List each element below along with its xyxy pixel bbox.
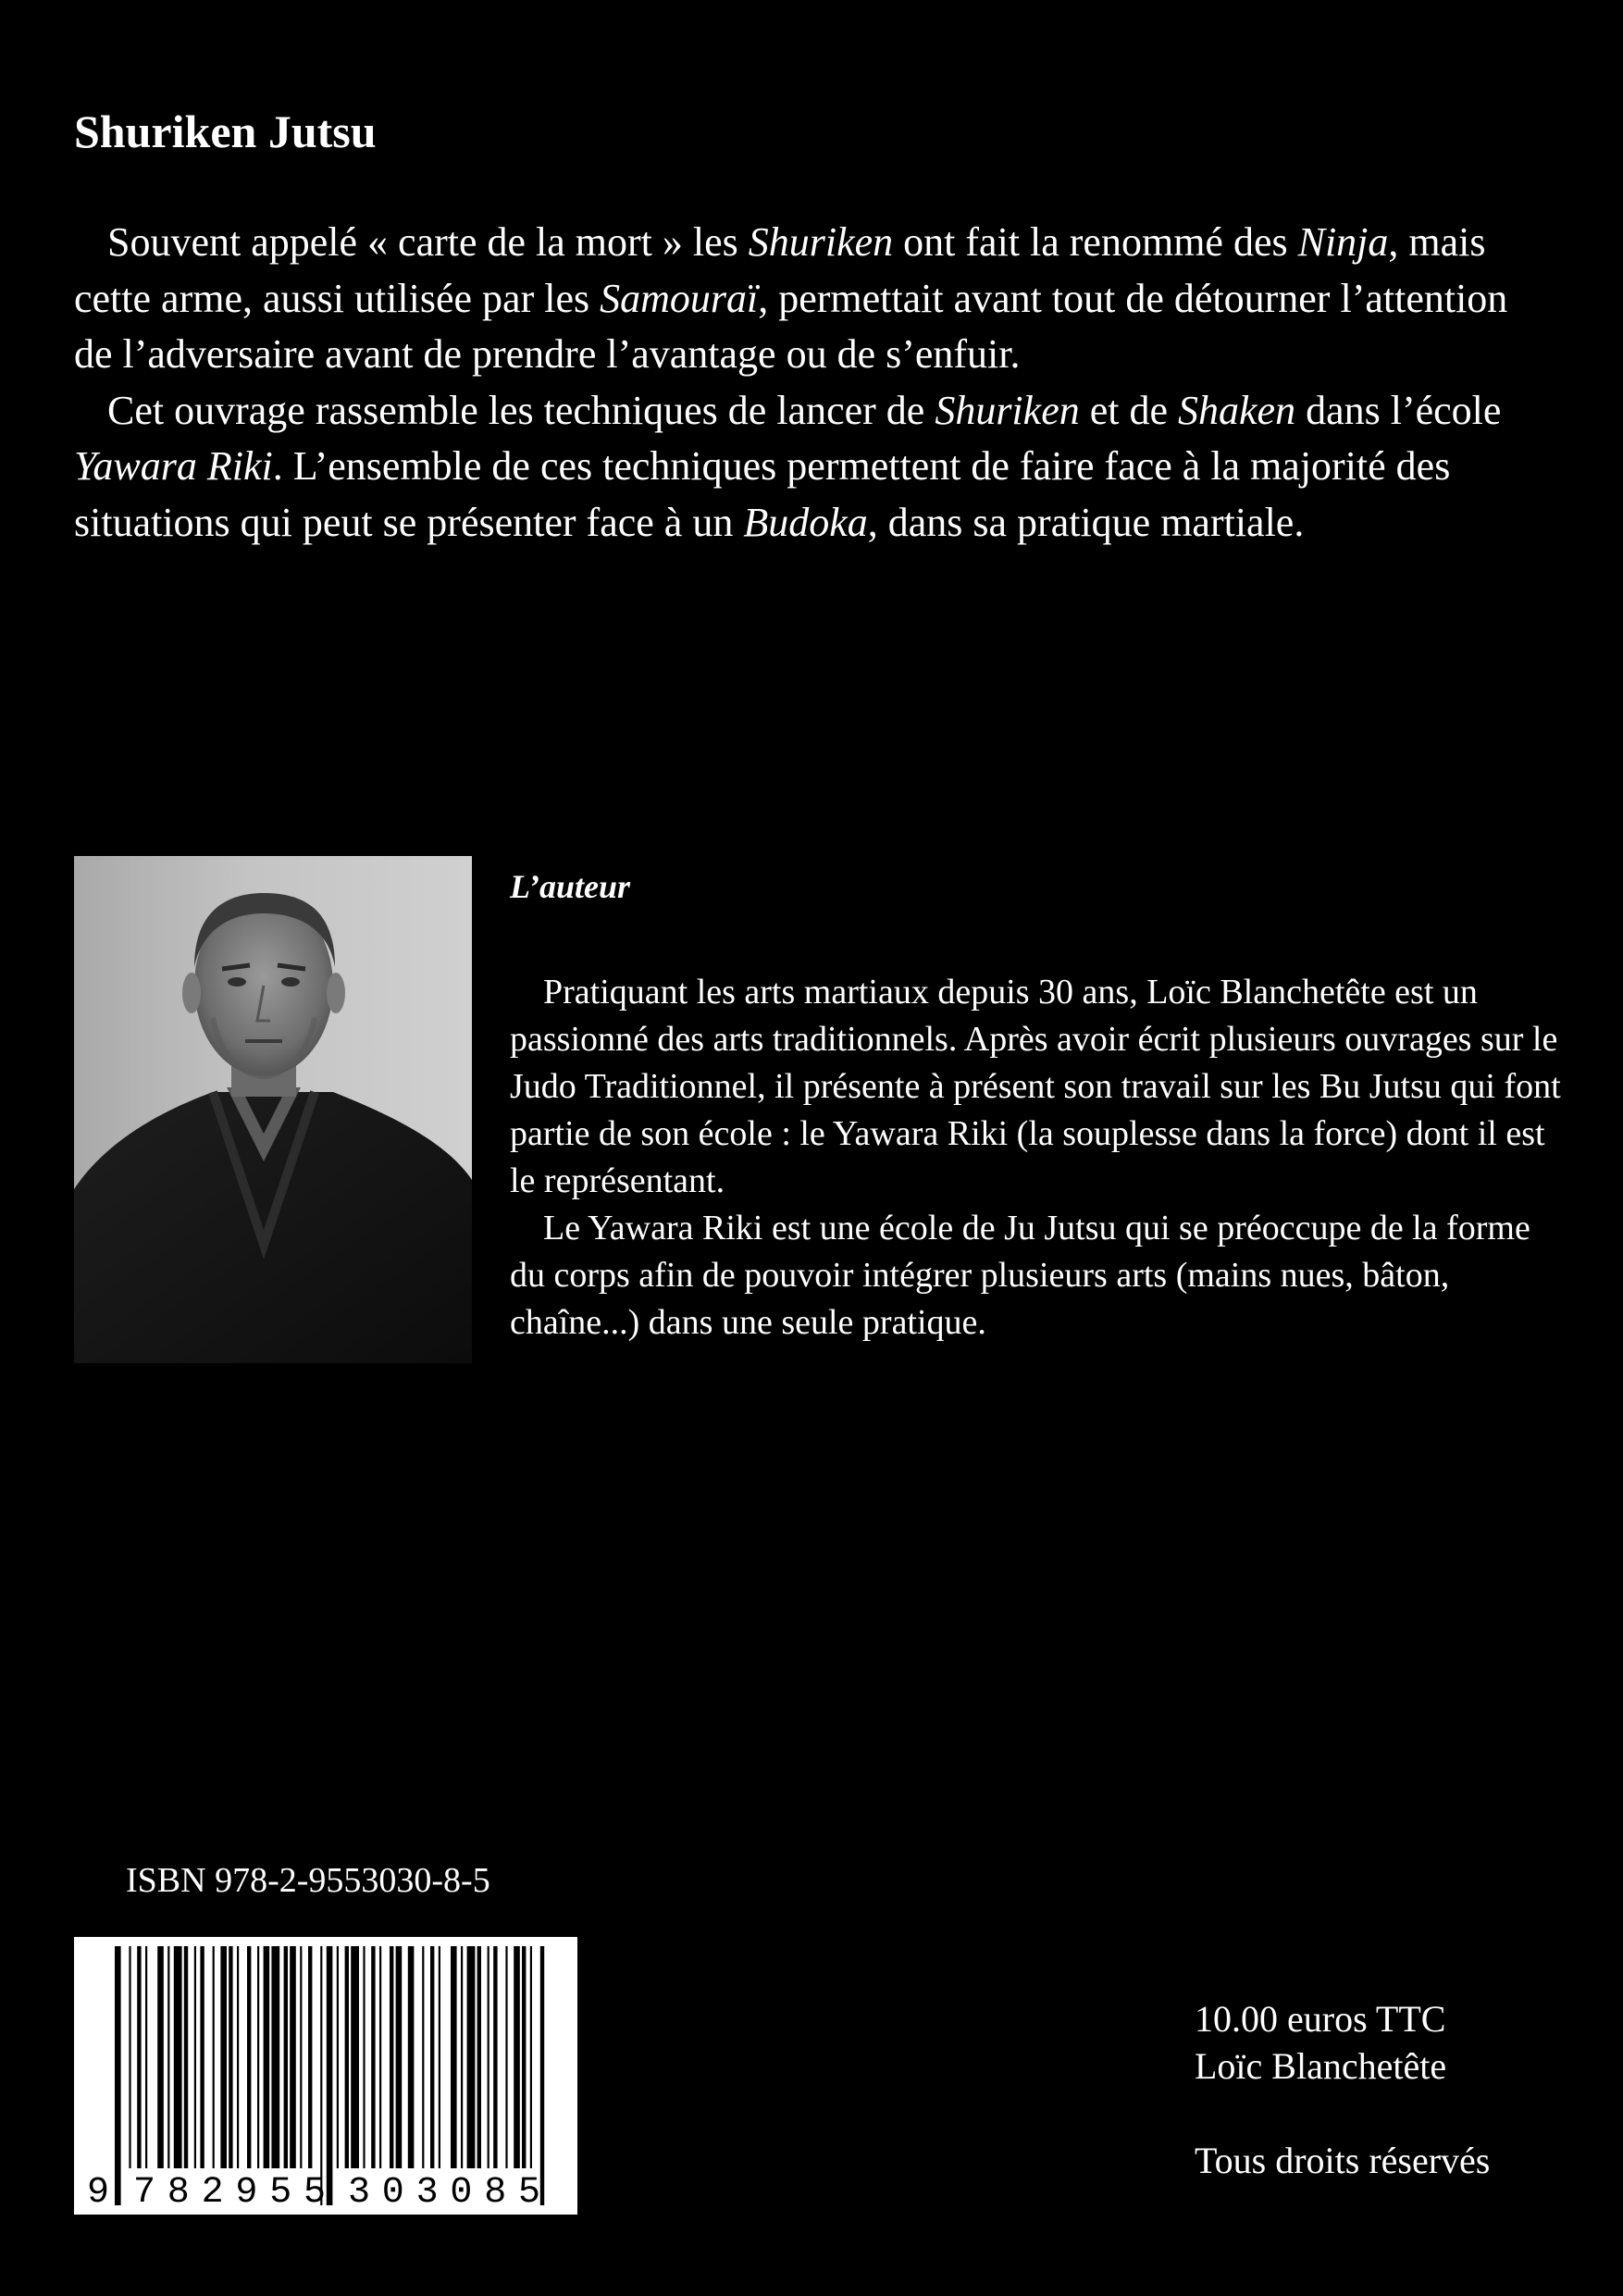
- barcode-bar: [461, 1946, 463, 2168]
- barcode-bar: [247, 1946, 251, 2168]
- barcode-bar: [167, 1946, 169, 2168]
- barcode-bar: [493, 1946, 497, 2168]
- barcode-bar: [129, 1946, 130, 2168]
- book-title: Shuriken Jutsu: [74, 105, 377, 157]
- barcode-bar: [213, 1946, 215, 2168]
- barcode-bar: [284, 1946, 288, 2168]
- rights-text: Tous droits réservés: [1195, 2140, 1491, 2181]
- text-run: . L’ensemble de ces techniques permettent de faire face à la majorité des situations qui peut se présenter face à un: [74, 443, 1451, 545]
- text-run: Cet ouvrage rassemble les techniques de lancer de: [107, 387, 935, 433]
- publisher-name: Loïc Blanchetête: [1195, 2045, 1447, 2087]
- price-block: [1195, 1995, 1490, 2184]
- barcode-bar: [371, 1946, 375, 2168]
- barcode-bar: [115, 1946, 121, 2205]
- barcode-bar: [363, 1946, 365, 2168]
- text-run: et de: [1079, 387, 1179, 433]
- barcode-bar: [264, 1946, 270, 2168]
- barcode-bar: [320, 1946, 322, 2205]
- text-run: Souvent appelé « carte de la mort » les: [107, 219, 749, 265]
- barcode-bar: [451, 1946, 457, 2168]
- barcode-bar: [488, 1946, 489, 2168]
- barcode-bar: [337, 1946, 339, 2168]
- barcode-bar: [229, 1946, 232, 2168]
- italic-term: Yawara Riki: [74, 443, 273, 489]
- intro-text: [74, 215, 1518, 551]
- barcode-group-2: 303085: [348, 2172, 540, 2214]
- barcode-bar: [220, 1946, 227, 2168]
- barcode-bar: [530, 1946, 532, 2168]
- isbn-barcode: [74, 1937, 577, 2215]
- barcode-bar: [540, 1946, 544, 2205]
- author-section: [510, 865, 1565, 1347]
- barcode-bar: [308, 1946, 312, 2168]
- barcode-bar: [396, 1946, 403, 2168]
- author-heading: L’auteur: [510, 868, 631, 905]
- barcode-bar: [271, 1946, 279, 2168]
- barcode-bar: [379, 1946, 381, 2168]
- barcode-bar: [408, 1946, 415, 2168]
- barcode-bar: [200, 1946, 204, 2168]
- barcode-bar: [137, 1946, 141, 2168]
- barcode-bar: [345, 1946, 349, 2168]
- barcode-bar: [184, 1946, 188, 2168]
- text-run: dans l’école: [1295, 387, 1502, 433]
- barcode-bar: [439, 1946, 440, 2168]
- isbn-text: ISBN 978-2-9553030-8-5: [126, 1861, 490, 1900]
- barcode-group-1: 782955: [133, 2172, 326, 2214]
- barcode-bar: [300, 1946, 302, 2168]
- barcode-bar: [237, 1946, 239, 2168]
- price-text: 10.00 euros TTC: [1195, 1998, 1446, 2040]
- italic-term: Samouraï: [600, 275, 759, 321]
- intro-paragraph-1: [74, 215, 1518, 383]
- barcode-bar: [430, 1946, 434, 2168]
- barcode-bar: [505, 1946, 507, 2168]
- text-run: , dans sa pratique martiale.: [867, 499, 1305, 545]
- barcode-bar: [422, 1946, 424, 2168]
- barcode-bar: [351, 1946, 359, 2168]
- intro-paragraph-2: [74, 383, 1518, 552]
- barcode-bar: [477, 1946, 481, 2168]
- text-run: , permettait avant tout de détourner l’attention de l’adversaire avant de prendre l’avantage ou de s’enfuir.: [74, 275, 1508, 377]
- barcode-bar: [467, 1946, 476, 2168]
- barcode-bar: [157, 1946, 164, 2168]
- italic-term: Shuriken: [748, 219, 894, 265]
- italic-term: Ninja: [1297, 219, 1389, 265]
- barcode-svg: [74, 1937, 577, 2215]
- author-bio: [510, 969, 1565, 1347]
- barcode-bar: [145, 1946, 147, 2168]
- barcode-bar: [174, 1946, 182, 2168]
- text-run: , mais cette arme, aussi utilisée par les: [74, 219, 1486, 321]
- text-run: ont fait la renommé des: [893, 219, 1298, 265]
- barcode-bar: [522, 1946, 526, 2168]
- italic-term: Budoka: [743, 499, 868, 545]
- barcode-bar: [327, 1946, 333, 2205]
- barcode-first-digit: 9: [87, 2172, 110, 2214]
- italic-term: Shuriken: [935, 387, 1080, 433]
- author-paragraph-1: Pratiquant les arts martiaux depuis 30 ans, Loïc Blanchetête est un passionné des arts traditionnels. Après avoir écrit plusieurs ouvrages sur le Judo Traditionnel, il présente à présent son travail sur les Bu Jutsu qui font partie de son école : le Yawara Riki (la souplesse dans la force) dont il est le représentant.: [510, 973, 1561, 1200]
- barcode-bar: [194, 1946, 196, 2168]
- italic-term: Shaken: [1178, 387, 1296, 433]
- author-photo: [74, 856, 472, 1363]
- barcode-bar: [290, 1946, 296, 2168]
- barcode-bar: [390, 1946, 393, 2168]
- author-paragraph-2: Le Yawara Riki est une école de Ju Jutsu qui se préoccupe de la forme du corps afin de pouvoir intégrer plusieurs arts (mains nues, bâton, chaîne...) dans une seule pratique.: [510, 1209, 1530, 1342]
- barcode-bar: [257, 1946, 259, 2168]
- barcode-bar: [514, 1946, 520, 2168]
